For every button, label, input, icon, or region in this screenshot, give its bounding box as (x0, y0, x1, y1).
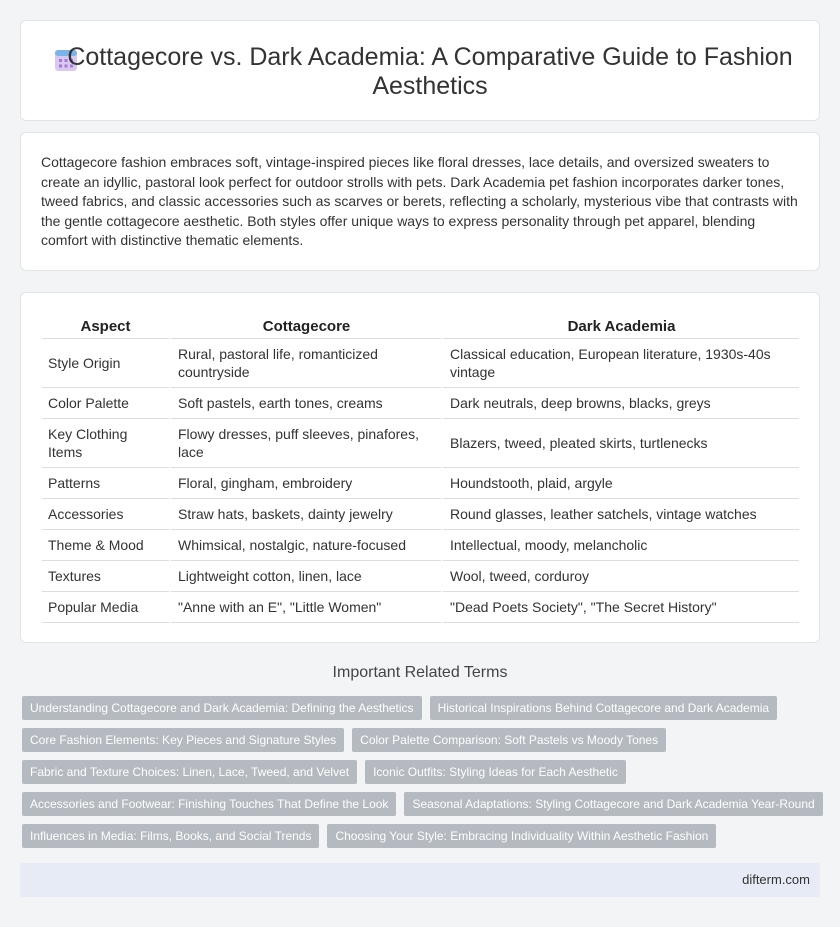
related-term-link[interactable]: Historical Inspirations Behind Cottagecore and Dark Academia (430, 696, 778, 720)
table-cell: Style Origin (42, 339, 169, 388)
table-row (42, 592, 799, 623)
table-row (42, 499, 799, 530)
table-row (42, 339, 799, 388)
table-cell: Rural, pastoral life, romanticized countryside (169, 339, 441, 388)
table-row (42, 468, 799, 499)
table-cell: Intellectual, moody, melancholic (441, 530, 799, 561)
table-cell: Straw hats, baskets, dainty jewelry (169, 499, 441, 530)
table-header-row (42, 315, 799, 339)
comparison-table (42, 315, 799, 623)
table-cell: Blazers, tweed, pleated skirts, turtlenecks (441, 419, 799, 468)
intro-card (20, 132, 820, 271)
table-cell: Classical education, European literature, 1930s-40s vintage (441, 339, 799, 388)
header-card (20, 20, 820, 121)
related-term-link[interactable]: Color Palette Comparison: Soft Pastels vs Moody Tones (352, 728, 666, 752)
column-header: Aspect (42, 315, 169, 339)
column-header: Cottagecore (169, 315, 441, 339)
table-cell: Houndstooth, plaid, argyle (441, 468, 799, 499)
footer-bar (20, 863, 820, 897)
table-cell: Key Clothing Items (42, 419, 169, 468)
table-cell: Patterns (42, 468, 169, 499)
table-cell: Round glasses, leather satchels, vintage watches (441, 499, 799, 530)
table-row (42, 530, 799, 561)
table-cell: Whimsical, nostalgic, nature-focused (169, 530, 441, 561)
table-cell: Theme & Mood (42, 530, 169, 561)
comparison-table-card (20, 292, 820, 643)
related-term-link[interactable]: Influences in Media: Films, Books, and Social Trends (22, 824, 319, 848)
table-cell: Floral, gingham, embroidery (169, 468, 441, 499)
related-term-link[interactable]: Seasonal Adaptations: Styling Cottagecore and Dark Academia Year-Round (404, 792, 822, 816)
table-cell: Textures (42, 561, 169, 592)
table-cell: Accessories (42, 499, 169, 530)
table-cell: "Dead Poets Society", "The Secret History" (441, 592, 799, 623)
related-term-link[interactable]: Iconic Outfits: Styling Ideas for Each Aesthetic (365, 760, 626, 784)
table-cell: "Anne with an E", "Little Women" (169, 592, 441, 623)
related-term-link[interactable]: Fabric and Texture Choices: Linen, Lace, Tweed, and Velvet (22, 760, 357, 784)
table-cell: Wool, tweed, corduroy (441, 561, 799, 592)
related-term-link[interactable]: Understanding Cottagecore and Dark Academia: Defining the Aesthetics (22, 696, 422, 720)
page-title: Cottagecore vs. Dark Academia: A Comparative Guide to Fashion Aesthetics (67, 43, 793, 100)
intro-paragraph: Cottagecore fashion embraces soft, vintage-inspired pieces like floral dresses, lace details, and oversized sweaters to create an idyllic, pastoral look perfect for outdoor strolls with pets. Dark Academia pet fashion incorporates darker tones, tweed fabrics, and classic accessories such as scarves or berets, reflecting a scholarly, mysterious vibe that contrasts with the gentle cottagecore aesthetic. Both styles offer unique ways to express personality through pet apparel, blending comfort with distinctive thematic elements. (41, 154, 798, 248)
table-cell: Dark neutrals, deep browns, blacks, greys (441, 388, 799, 419)
related-term-link[interactable]: Choosing Your Style: Embracing Individuality Within Aesthetic Fashion (327, 824, 716, 848)
table-row (42, 388, 799, 419)
site-name[interactable]: difterm.com (742, 872, 810, 887)
related-term-link[interactable]: Core Fashion Elements: Key Pieces and Signature Styles (22, 728, 344, 752)
table-cell: Soft pastels, earth tones, creams (169, 388, 441, 419)
table-cell: Popular Media (42, 592, 169, 623)
table-cell: Lightweight cotton, linen, lace (169, 561, 441, 592)
table-row (42, 419, 799, 468)
related-terms-heading: Important Related Terms (332, 664, 508, 681)
table-cell: Flowy dresses, puff sleeves, pinafores, lace (169, 419, 441, 468)
column-header: Dark Academia (441, 315, 799, 339)
related-term-link[interactable]: Accessories and Footwear: Finishing Touches That Define the Look (22, 792, 396, 816)
table-cell: Color Palette (42, 388, 169, 419)
table-row (42, 561, 799, 592)
related-terms-list (22, 696, 822, 856)
